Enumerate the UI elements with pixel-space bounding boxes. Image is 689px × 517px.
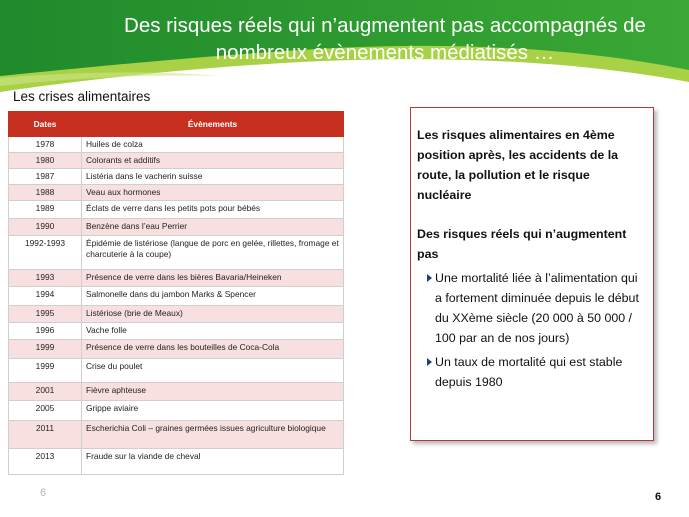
table-row — [9, 401, 344, 421]
row-event: Veau aux hormones — [82, 185, 344, 201]
info-heading-real-risks: Des risques réels qui n’augmentent pas — [417, 227, 627, 261]
row-event: Fièvre aphteuse — [82, 383, 344, 401]
section-label: Les crises alimentaires — [13, 89, 151, 104]
row-event: Listéria dans le vacherin suisse — [82, 169, 344, 185]
row-event: Crise du poulet — [82, 359, 344, 383]
bullet-text: Un taux de mortalité qui est stable depuis 1980 — [435, 355, 623, 389]
row-date: 1988 — [9, 185, 82, 201]
bullet-arrow-icon — [427, 274, 432, 282]
row-event: Présence de verre dans les bouteilles de Coca-Cola — [82, 340, 344, 359]
table-row — [9, 287, 344, 306]
column-header-events: Évènements — [82, 112, 344, 137]
page-number-ghost: 6 — [40, 487, 47, 499]
row-event: Éclats de verre dans les petits pots pour bébés — [82, 201, 344, 219]
row-event: Présence de verre dans les bières Bavaria/Heineken — [82, 270, 344, 287]
row-date: 1994 — [9, 287, 82, 306]
slide-title — [90, 12, 680, 66]
table-row — [9, 383, 344, 401]
row-date: 1978 — [9, 137, 82, 153]
info-bullet-list — [417, 268, 647, 392]
row-date: 1989 — [9, 201, 82, 219]
table-row — [9, 449, 344, 475]
info-bullet-mortality-decrease — [417, 268, 647, 348]
row-event: Grippe aviaire — [82, 401, 344, 421]
bullet-text: Une mortalité liée à l’alimentation qui a fortement diminuée depuis le début du XXème siècle (20 000 à 50 000 / 100 par an de nos jours) — [435, 271, 639, 345]
row-event: Listériose (brie de Meaux) — [82, 306, 344, 323]
table-row — [9, 153, 344, 169]
table-row — [9, 137, 344, 153]
row-event: Escherichia Coli – graines germées issues agriculture biologique — [82, 421, 344, 449]
row-date: 1987 — [9, 169, 82, 185]
slide-title-line-2: nombreux évènements médiatisés … — [215, 41, 555, 64]
table-header-row — [9, 112, 344, 137]
row-date: 1999 — [9, 340, 82, 359]
page-number: 6 — [655, 491, 662, 503]
table-row — [9, 201, 344, 219]
row-date: 1996 — [9, 323, 82, 340]
row-date: 2011 — [9, 421, 82, 449]
table-row — [9, 169, 344, 185]
table-row — [9, 421, 344, 449]
row-event: Salmonelle dans du jambon Marks & Spencer — [82, 287, 344, 306]
row-event: Fraude sur la viande de cheval — [82, 449, 344, 475]
slide-title-line-1: Des risques réels qui n’augmentent pas accompagnés de — [124, 14, 646, 37]
row-date: 1992-1993 — [9, 236, 82, 270]
row-event: Vache folle — [82, 323, 344, 340]
table-row — [9, 359, 344, 383]
row-date: 1995 — [9, 306, 82, 323]
table-row — [9, 236, 344, 270]
row-date: 2013 — [9, 449, 82, 475]
column-header-dates: Dates — [9, 112, 82, 137]
row-date: 1990 — [9, 219, 82, 236]
info-heading-risk-ranking: Les risques alimentaires en 4ème position après, les accidents de la route, la pollution et le risque nucléaire — [417, 128, 619, 202]
bullet-arrow-icon — [427, 358, 432, 366]
row-date: 1980 — [9, 153, 82, 169]
table-row — [9, 219, 344, 236]
row-date: 2001 — [9, 383, 82, 401]
table-row — [9, 306, 344, 323]
table-row — [9, 323, 344, 340]
row-date: 2005 — [9, 401, 82, 421]
info-bullet-mortality-stable — [417, 352, 647, 392]
table-row — [9, 270, 344, 287]
row-event: Colorants et additifs — [82, 153, 344, 169]
row-date: 1993 — [9, 270, 82, 287]
row-event: Huiles de colza — [82, 137, 344, 153]
info-box — [410, 107, 654, 441]
crises-table — [8, 111, 344, 475]
row-event: Benzène dans l’eau Perrier — [82, 219, 344, 236]
table-row — [9, 185, 344, 201]
table-row — [9, 340, 344, 359]
row-date: 1999 — [9, 359, 82, 383]
row-event: Épidémie de listériose (langue de porc en gelée, rillettes, fromage et charcuterie à la coupe) — [82, 236, 344, 270]
